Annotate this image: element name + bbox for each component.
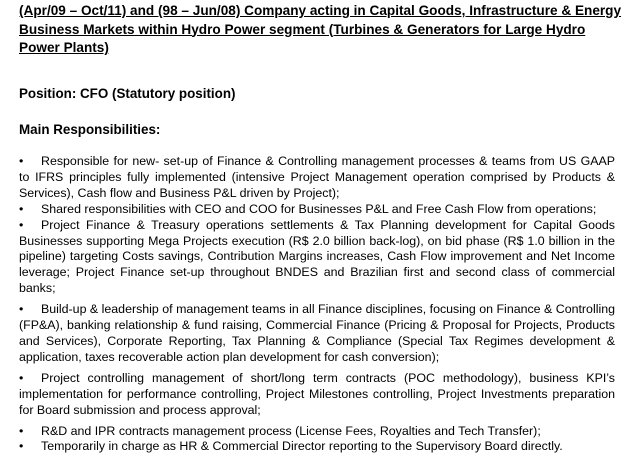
- list-item: [19, 218, 615, 298]
- list-item-text: Shared responsibilities with CEO and COO for Businesses P&L and Free Cash Flow from operations;: [41, 201, 597, 216]
- bullet-icon: •: [19, 154, 24, 168]
- responsibilities-list: [19, 154, 615, 455]
- list-item-text: R&D and IPR contracts management process (License Fees, Royalties and Tech Transfer);: [41, 423, 541, 438]
- list-item-text: Responsible for new- set-up of Finance & Controlling management processes & teams from US GAAP to IFRS principles fully implemented (intensive Project Management operation comprised by Products & Services), Cash flow and Business P&L driven by Project);: [19, 154, 615, 200]
- list-item: [19, 302, 615, 366]
- list-item: [19, 439, 615, 455]
- list-item: [19, 424, 615, 440]
- bullet-icon: •: [19, 423, 24, 438]
- list-item-text: Project Finance & Treasury operations settlements & Tax Planning development for Capital Goods Businesses supporting Mega Projects execution (R$ 2.0 billion back-log), on bid phase (R$ 1.0 billion in the pipeline) targeting Costs savings, Contribution Margins increases, Cash Flow improvement and Net Income leverage; Project Finance set-up throughout BNDES and Brazilian first and second class of commercial banks;: [19, 217, 615, 296]
- list-item: [19, 202, 615, 218]
- bullet-icon: •: [19, 201, 24, 216]
- list-item-text: Temporarily in charge as HR & Commercial Director reporting to the Supervisory Board directly.: [41, 439, 563, 454]
- bullet-icon: •: [19, 302, 24, 317]
- list-item: [19, 371, 615, 419]
- position-title: Position: CFO (Statutory position): [19, 86, 236, 101]
- bullet-icon: •: [19, 439, 24, 454]
- list-item-text: Project controlling management of short/long term contracts (POC methodology), business KPI’s implementation for performance controlling, Project Milestones controlling, Project Investments preparation for Board submission and process approval;: [19, 370, 615, 417]
- list-item: [19, 154, 615, 202]
- bullet-icon: •: [19, 370, 24, 385]
- list-item-text: Build-up & leadership of management teams in all Finance disciplines, focusing on Finance & Controlling (FP&A), banking relationship & fund raising, Commercial Finance (Pricing & Proposal for Projects, Products and Services), Corporate Reporting, Tax Planning & Compliance (Special Tax Regimes development & application, taxes recoverable action plan development for cash conversion);: [19, 302, 615, 364]
- section-heading: (Apr/09 – Oct/11) and (98 – Jun/08) Company acting in Capital Goods, Infrastructure & Energy Business Markets within Hydro Power segment (Turbines & Generators for Large Hydro Power Plants): [19, 3, 622, 55]
- bullet-icon: •: [19, 217, 24, 232]
- responsibilities-heading: Main Responsibilities:: [19, 122, 161, 137]
